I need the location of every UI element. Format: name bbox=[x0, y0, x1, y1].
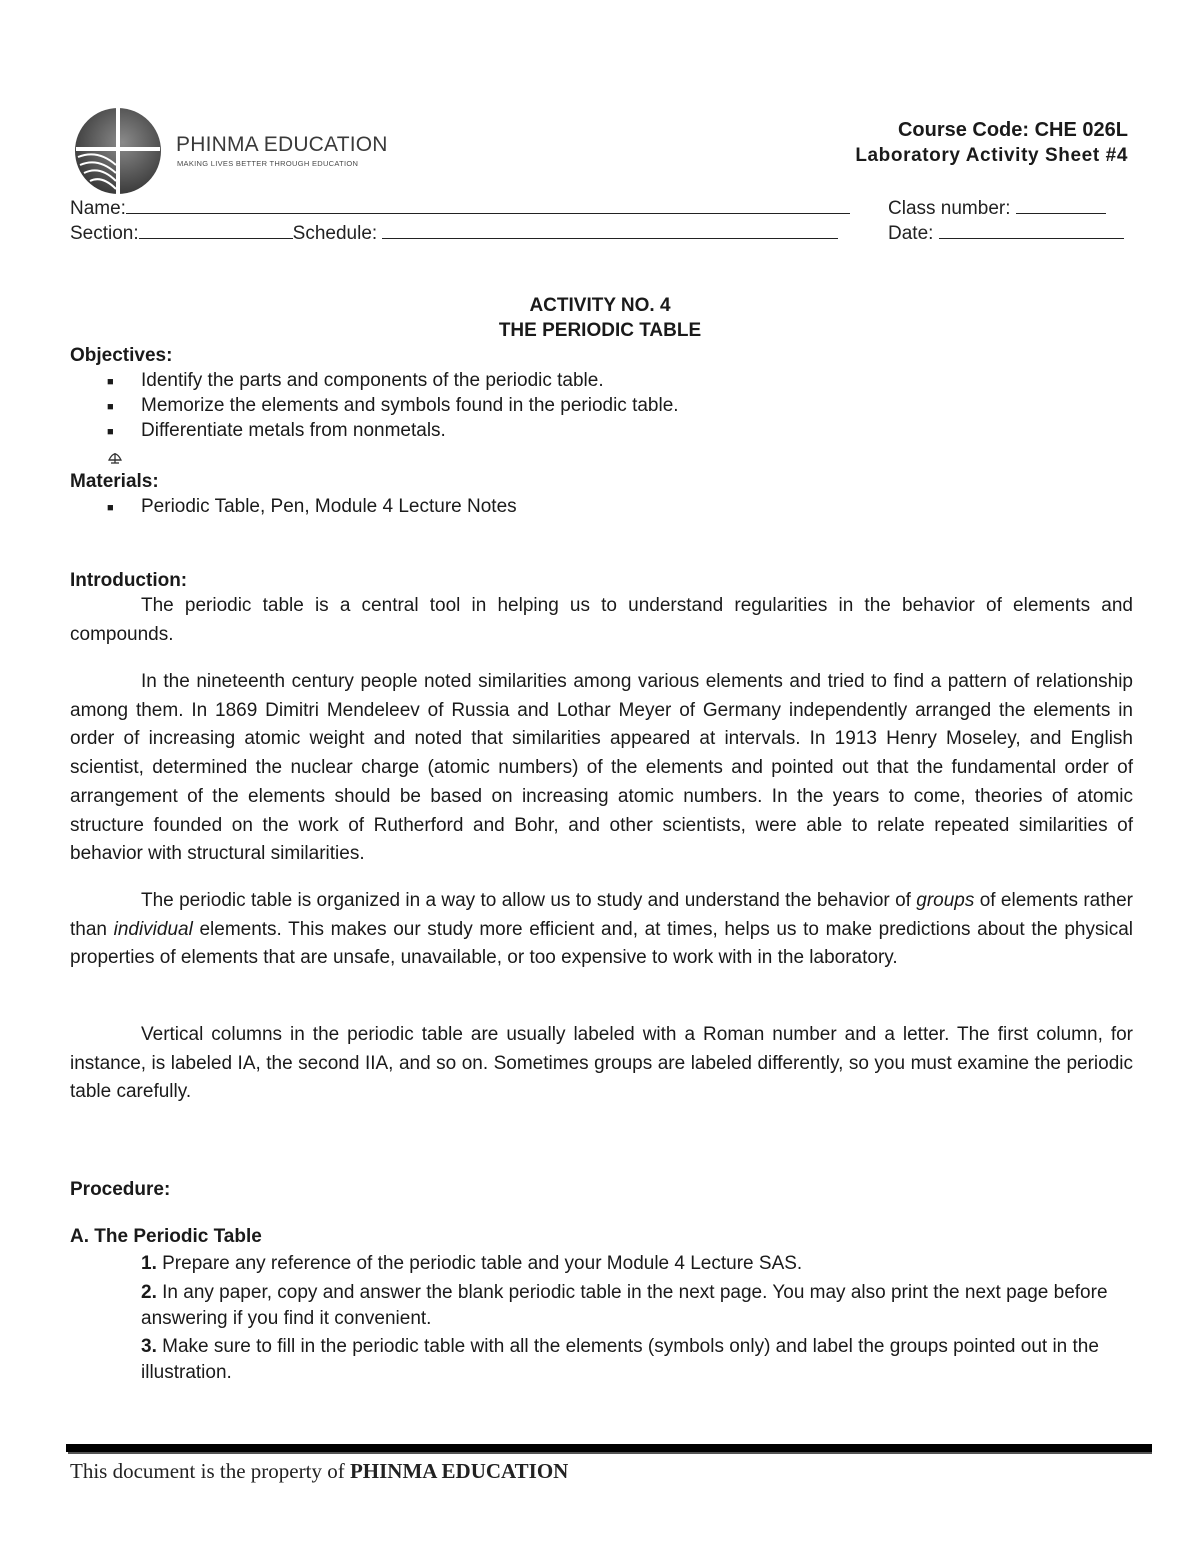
date-field[interactable] bbox=[888, 221, 1124, 245]
activity-title: THE PERIODIC TABLE bbox=[498, 320, 702, 341]
bullet-icon: ■ bbox=[107, 426, 114, 438]
objective-item: Differentiate metals from nonmetals. bbox=[141, 420, 446, 441]
activity-sheet-number: Laboratory Activity Sheet #4 bbox=[855, 145, 1128, 166]
logo-name: PHINMA EDUCATION bbox=[176, 133, 388, 156]
section-label: Section: bbox=[70, 223, 139, 244]
name-label: Name: bbox=[70, 198, 126, 219]
objective-item: Identify the parts and components of the periodic table. bbox=[141, 370, 604, 391]
course-code: Course Code: CHE 026L bbox=[897, 119, 1128, 141]
materials-item: Periodic Table, Pen, Module 4 Lecture Notes bbox=[141, 496, 517, 517]
procedure-step: 2. In any paper, copy and answer the blank periodic table in the next page. You may also print the next page before answering if you find it convenient. bbox=[141, 1282, 1108, 1329]
objective-item: Memorize the elements and symbols found in the periodic table. bbox=[141, 395, 679, 416]
date-label: Date: bbox=[888, 223, 934, 244]
footer-divider bbox=[66, 1444, 1152, 1452]
date-blank[interactable] bbox=[939, 221, 1124, 239]
logo-tagline: MAKING LIVES BETTER THROUGH EDUCATION bbox=[177, 159, 359, 168]
procedure-heading: Procedure: bbox=[70, 1179, 171, 1200]
procedure-step: 1. Prepare any reference of the periodic table and your Module 4 Lecture SAS. bbox=[141, 1253, 803, 1274]
footer-divider-shadow bbox=[68, 1452, 1152, 1454]
intro-paragraph-3: The periodic table is organized in a way to allow us to study and understand the behavior of groups of elements rather than individual elements. This makes our study more efficient and, at times, helps us to make predictions about the physical properties of elements that are unsafe, unavailable, or too expensive to work with in the laboratory. bbox=[70, 890, 1133, 969]
materials-heading: Materials: bbox=[70, 471, 159, 492]
schedule-label: Schedule: bbox=[292, 223, 378, 244]
schedule-blank[interactable] bbox=[382, 221, 838, 239]
name-blank[interactable] bbox=[126, 196, 850, 214]
bullet-icon: ■ bbox=[107, 376, 114, 388]
introduction-heading: Introduction: bbox=[70, 570, 188, 591]
procedure-section-a: A. The Periodic Table bbox=[70, 1226, 262, 1247]
intro-paragraph-4: Vertical columns in the periodic table are usually labeled with a Roman number and a letter. The first column, for instance, is labeled IA, the second IIA, and so on. Sometimes groups are labeled differently, so you must examine the periodic table carefully. bbox=[70, 1024, 1133, 1103]
class-number-blank[interactable] bbox=[1016, 196, 1106, 214]
class-number-field[interactable] bbox=[888, 196, 1106, 220]
section-field[interactable] bbox=[70, 221, 838, 245]
footer-text: This document is the property of PHINMA EDUCATION bbox=[70, 1459, 569, 1483]
activity-number: ACTIVITY NO. 4 bbox=[529, 295, 671, 316]
class-number-label: Class number: bbox=[888, 198, 1011, 219]
scale-icon bbox=[107, 450, 123, 464]
intro-paragraph-1: The periodic table is a central tool in helping us to understand regularities in the behavior of elements and compounds. bbox=[70, 595, 1133, 645]
objectives-heading: Objectives: bbox=[70, 345, 173, 366]
name-field[interactable] bbox=[70, 196, 850, 220]
section-blank[interactable] bbox=[139, 221, 293, 239]
bullet-icon: ■ bbox=[107, 502, 114, 514]
bullet-icon: ■ bbox=[107, 401, 114, 413]
procedure-step: 3. Make sure to fill in the periodic table with all the elements (symbols only) and label the groups pointed out in the illustration. bbox=[141, 1336, 1099, 1383]
intro-paragraph-2: In the nineteenth century people noted similarities among various elements and tried to find a pattern of relationship among them. In 1869 Dimitri Mendeleev of Russia and Lothar Meyer of Germany independently arranged the elements in order of increasing atomic weight and noted that similarities appeared at intervals. In 1913 Henry Moseley, and English scientist, determined the nuclear charge (atomic numbers) of the elements and pointed out that the fundamental order of arrangement of the elements should be based on increasing atomic numbers. In the years to come, theories of atomic structure founded on the work of Rutherford and Bohr, and other scientists, were able to relate repeated similarities of behavior with structural similarities. bbox=[70, 671, 1133, 865]
